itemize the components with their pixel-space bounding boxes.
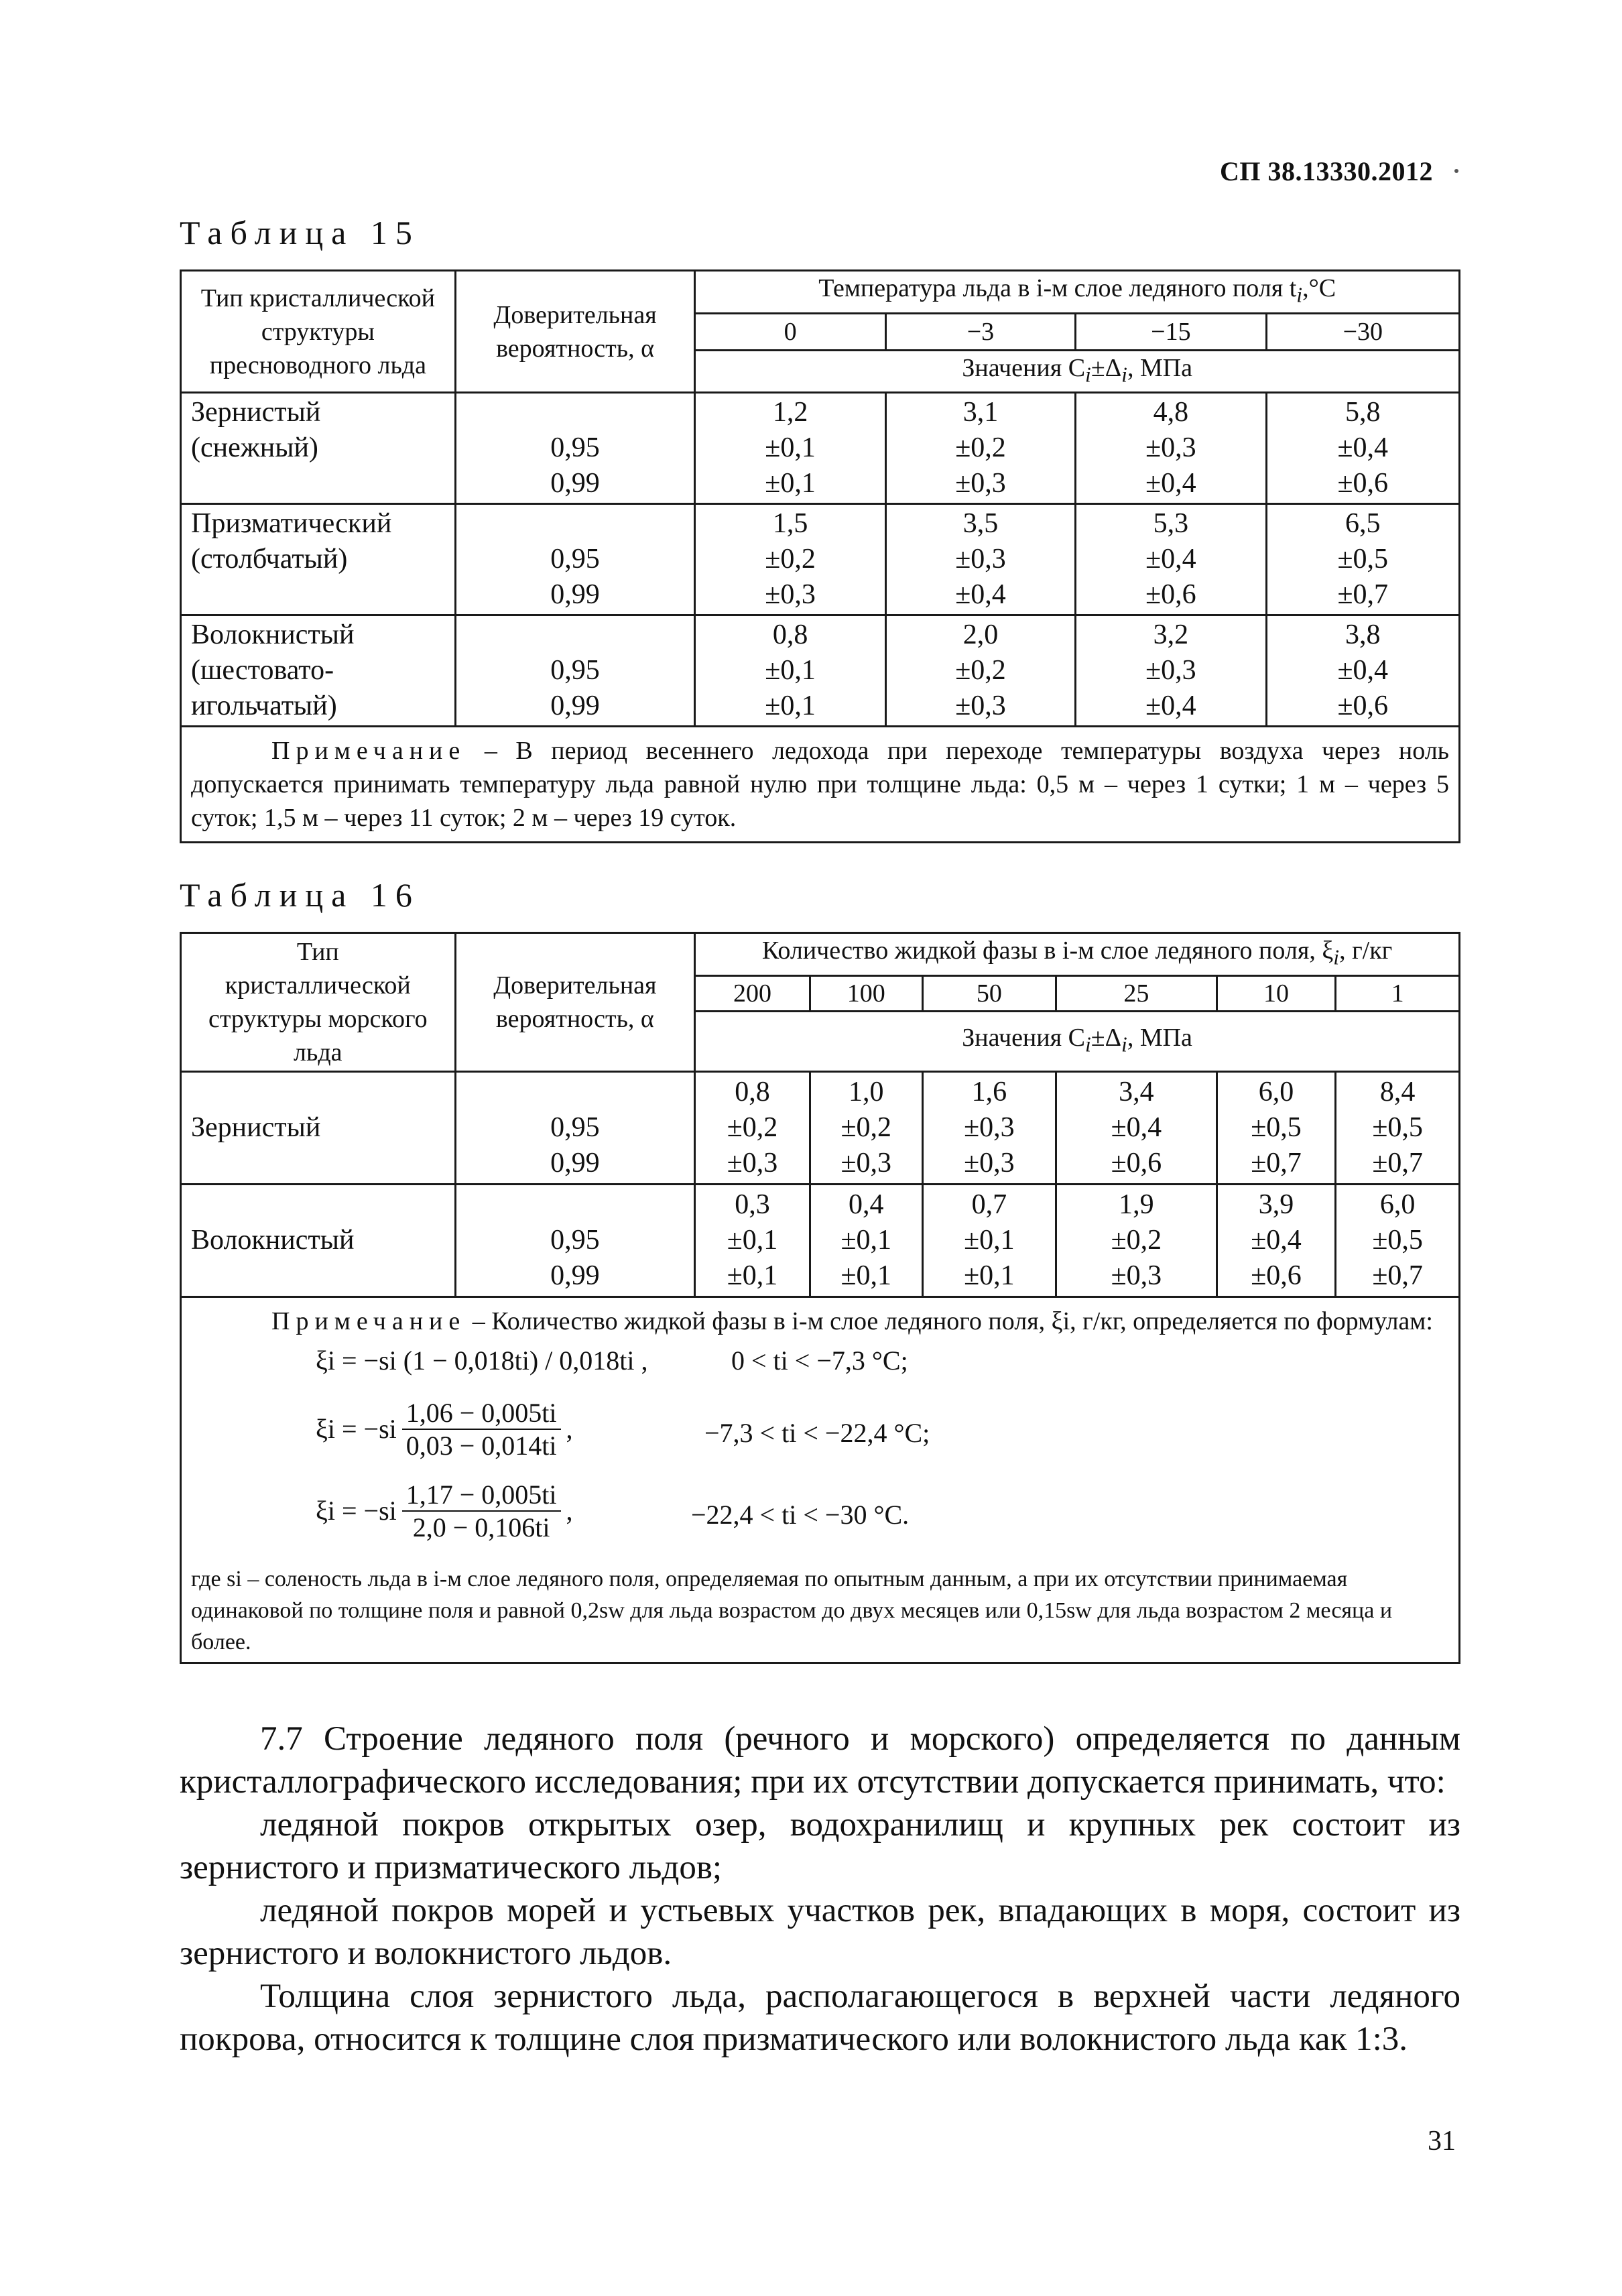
t16-level-5: 1 [1336, 975, 1460, 1011]
t15-row-prob: 0,95 0,99 [455, 393, 695, 504]
t15-values-header: Значения $C_i\pm\Delta_i$, МПа [695, 350, 1460, 393]
paragraph-rivers: ледяной покров открытых озер, водохранилищ и крупных рек состоит из зернистого и призматического льдов; [180, 1806, 1460, 1886]
t16-cell: 1,6 ±0,3 ±0,3 [922, 1071, 1056, 1184]
t16-level-3: 25 [1056, 975, 1216, 1011]
t16-cell: 0,8 ±0,2 ±0,3 [695, 1071, 810, 1184]
t15-note-row [181, 727, 1460, 843]
t15-row-prob: 0,95 0,99 [455, 615, 695, 727]
formula-3-condition: −22,4 < ti < −30 °С. [691, 1499, 910, 1530]
t16-note-row [181, 1296, 1460, 1663]
table-row [181, 1071, 1460, 1184]
paragraph-7-7: 7.7 Строение ледяного поля (речного и морского) определяется по данным кристаллографического исследования; при их отсутствии допускается принимать, что: [180, 1720, 1460, 1801]
t16-cell: 0,4 ±0,1 ±0,1 [810, 1184, 922, 1296]
t15-col-type-header: Тип кристаллической структуры пресноводного льда [181, 271, 456, 393]
t15-cell: 1,5 ±0,2 ±0,3 [695, 504, 885, 615]
t16-level-1: 100 [810, 975, 922, 1011]
t15-row-type: Зернистый (снежный) [181, 393, 456, 504]
t16-level-2: 50 [922, 975, 1056, 1011]
t15-row-prob: 0,95 0,99 [455, 504, 695, 615]
t15-cell: 1,2 ±0,1 ±0,1 [695, 393, 885, 504]
t16-formulas [182, 1338, 1458, 1559]
t16-where-text: где si – соленость льда в i-м слое ледяного поля, определяемая по опытным данным, а при их отсутствии принимаемая одинаковой по толщине поля и равной 0,2sw для льда возрастом до двух месяцев или 0,15sw для льда возрастом 2 месяца и более. [191, 1566, 1393, 1654]
t16-cell: 3,9 ±0,4 ±0,6 [1216, 1184, 1336, 1296]
t16-cell: 0,3 ±0,1 ±0,1 [695, 1184, 810, 1296]
t15-cell: 3,2 ±0,3 ±0,4 [1076, 615, 1266, 727]
t15-row-type: Призматический (столбчатый) [181, 504, 456, 615]
t15-row-type: Волокнистый (шестовато- игольчатый) [181, 615, 456, 727]
paragraph-seas: ледяной покров морей и устьевых участков рек, впадающих в моря, состоит из зернистого и волокнистого льдов. [180, 1892, 1460, 1972]
t16-col-type-header: Тип кристаллической структуры морского льда [181, 933, 456, 1072]
t15-cell: 5,8 ±0,4 ±0,6 [1266, 393, 1459, 504]
t16-cell: 6,0 ±0,5 ±0,7 [1216, 1071, 1336, 1184]
table-row [181, 1184, 1460, 1296]
t15-note: Примечание – В период весеннего ледохода при переходе температуры воздуха через ноль допускается принимать температуру льда равной нулю при толщине льда: 0,5 м – через 1 сутки; 1 м – через 5 суток; 1,5 м – через 11 суток; 2 м – через 19 суток. [181, 727, 1460, 843]
table15-caption: Таблица 15 [180, 214, 420, 251]
t16-cell: 3,4 ±0,4 ±0,6 [1056, 1071, 1216, 1184]
t15-cell: 3,1 ±0,2 ±0,3 [885, 393, 1075, 504]
t16-row-prob: 0,95 0,99 [455, 1184, 695, 1296]
t16-values-header: Значения $C_i\pm\Delta_i$, МПа [695, 1011, 1460, 1071]
t15-temp-2: −15 [1076, 313, 1266, 350]
table-row [181, 393, 1460, 504]
t15-temp-3: −30 [1266, 313, 1459, 350]
t16-col-prob-header: Доверительная вероятность, α [455, 933, 695, 1072]
formula-3: ξi = −si $\frac{1,17 - 0,005ti}{2,0 - 0,106ti}$ , [316, 1479, 573, 1543]
formula-1-condition: 0 < ti < −7,3 °С; [731, 1345, 908, 1376]
document-code: СП 38.13330.2012 [1220, 156, 1433, 186]
t16-note: Примечание – Количество жидкой фазы в i-м слое ледяного поля, ξi, г/кг, определяется по формулам: ξi = −si (1 − 0,018ti) / 0,018ti , 0 < ti < −7,3 °С; ξi = −si $\frac{1,06 - 0,005ti}{0,03 - 0,014ti}$ , −7,3 < ti < −22,4 °С; ξi = −si $\frac{1,17 - 0,005ti}{2,0 - 0,106ti}$ , −22,4 < ti < −30 °С. где si – соленость льда в i-м слое ледяного поля, определяемая по опытным данным, а при их отсутствии принимаемая одинаковой по толщине поля и равной 0,2sw для льда возрастом до двух месяцев или 0,15sw для льда возрастом 2 месяца и более. [181, 1296, 1460, 1663]
t15-cell: 2,0 ±0,2 ±0,3 [885, 615, 1075, 727]
formula-2: ξi = −si $\frac{1,06 - 0,005ti}{0,03 - 0,014ti}$ , [316, 1397, 573, 1461]
table16-caption: Таблица 16 [180, 876, 420, 914]
t15-temp-header: Температура льда в i-м слое ледяного поля $t_i,^\circ С$ [695, 271, 1460, 314]
page-number: 31 [1428, 2126, 1456, 2157]
t16-level-4: 10 [1216, 975, 1336, 1011]
paragraph-thickness: Толщина слоя зернистого льда, располагающегося в верхней части ледяного покрова, относится к толщине слоя призматического или волокнистого льда как 1:3. [180, 1978, 1460, 2058]
t16-level-0: 200 [695, 975, 810, 1011]
t15-cell: 0,8 ±0,1 ±0,1 [695, 615, 885, 727]
t15-cell: 4,8 ±0,3 ±0,4 [1076, 393, 1266, 504]
t16-cell: 0,7 ±0,1 ±0,1 [922, 1184, 1056, 1296]
t16-liquid-header: Количество жидкой фазы в i-м слое ледяного поля, $\xi_i$, г/кг [695, 933, 1460, 976]
t15-cell: 5,3 ±0,4 ±0,6 [1076, 504, 1266, 615]
formula-2-condition: −7,3 < ti < −22,4 °С; [704, 1417, 930, 1448]
table-row [181, 615, 1460, 727]
formula-1: ξi = −si (1 − 0,018ti) / 0,018ti , [316, 1345, 648, 1376]
t16-row-type: Зернистый [181, 1071, 456, 1184]
table15 [180, 269, 1460, 843]
t16-row-prob: 0,95 0,99 [455, 1071, 695, 1184]
table-row [181, 504, 1460, 615]
t15-temp-1: −3 [885, 313, 1075, 350]
t15-cell: 3,5 ±0,3 ±0,4 [885, 504, 1075, 615]
t15-cell: 6,5 ±0,5 ±0,7 [1266, 504, 1459, 615]
scan-dot [1454, 169, 1458, 173]
t15-col-prob-header: Доверительная вероятность, α [455, 271, 695, 393]
t15-temp-0: 0 [695, 313, 885, 350]
t16-cell: 1,9 ±0,2 ±0,3 [1056, 1184, 1216, 1296]
t16-cell: 6,0 ±0,5 ±0,7 [1336, 1184, 1460, 1296]
t16-row-type: Волокнистый [181, 1184, 456, 1296]
t16-cell: 1,0 ±0,2 ±0,3 [810, 1071, 922, 1184]
table16 [180, 932, 1460, 1664]
t15-cell: 3,8 ±0,4 ±0,6 [1266, 615, 1459, 727]
t16-cell: 8,4 ±0,5 ±0,7 [1336, 1071, 1460, 1184]
